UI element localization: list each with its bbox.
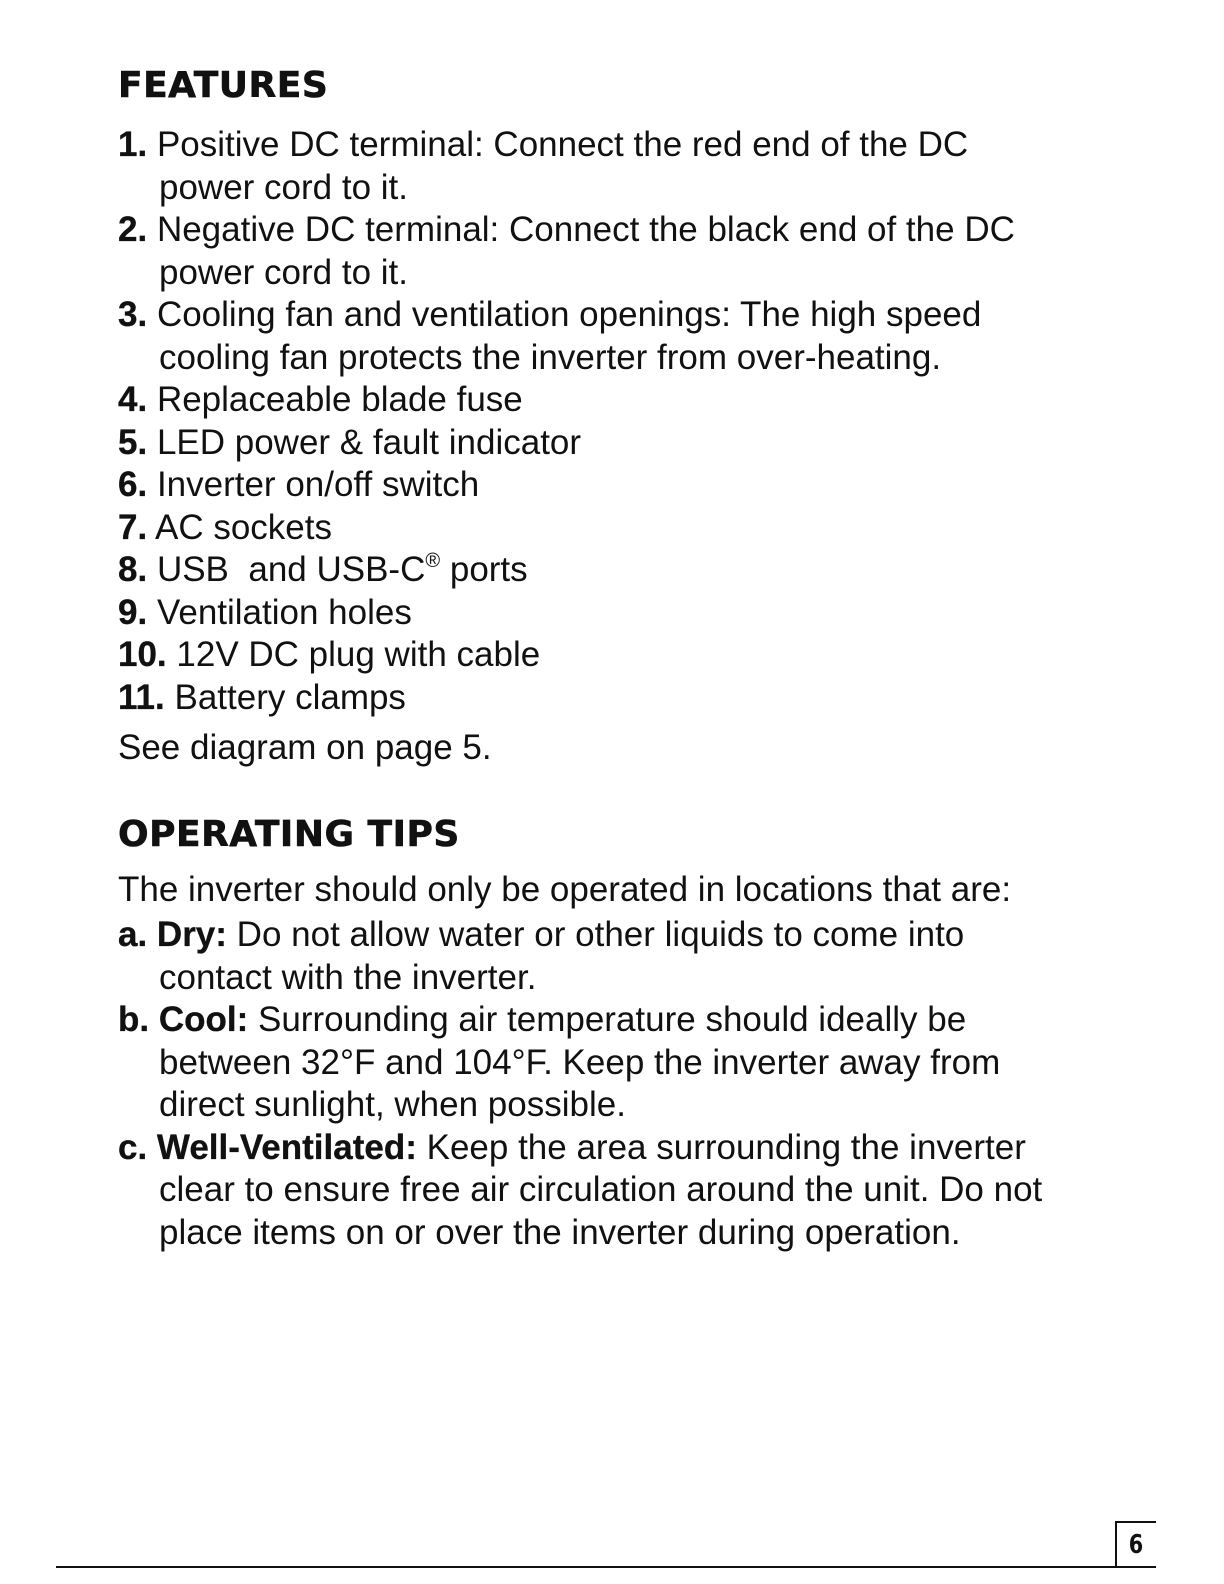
tip-label: c. Well-Ventilated:	[118, 1127, 417, 1167]
feature-text: USB and USB-C	[156, 550, 426, 589]
tip-item	[118, 1127, 1058, 1255]
feature-number: 2.	[118, 210, 148, 249]
feature-number: 9.	[118, 592, 148, 632]
features-heading: FEATURES	[118, 65, 329, 106]
feature-item	[118, 124, 1058, 209]
feature-text: 12V DC plug with cable	[176, 635, 541, 674]
feature-item	[118, 294, 1058, 379]
feature-text: Ventilation holes	[156, 592, 412, 632]
feature-number: 11.	[118, 677, 165, 717]
page-number: 6	[1129, 1530, 1144, 1560]
feature-number: 4.	[118, 380, 148, 419]
operating-tips-intro: The inverter should only be operated in locations that are:	[118, 870, 1012, 909]
feature-item	[118, 507, 1058, 550]
feature-item	[118, 549, 1058, 592]
feature-item	[118, 379, 1058, 422]
feature-text: Cooling fan and ventilation openings: The high speed cooling fan protects the inverter from over-heating.	[156, 295, 982, 377]
see-diagram-note: See diagram on page 5.	[118, 728, 492, 767]
feature-number: 1.	[118, 125, 148, 164]
feature-number: 8.	[118, 550, 148, 589]
tip-text: Do not allow water or other liquids to come into contact with the inverter.	[159, 915, 965, 997]
feature-text: Positive DC terminal: Connect the red end of the DC power cord to it.	[156, 125, 969, 207]
tip-item	[118, 914, 1058, 999]
tip-text: Surrounding air temperature should ideally be between 32°F and 104°F. Keep the inverter away from direct sunlight, when possible.	[159, 1000, 1001, 1124]
feature-text: ports	[440, 550, 528, 589]
feature-number: 7.	[118, 507, 148, 547]
feature-number: 10.	[118, 635, 167, 674]
operating-tips-list	[118, 914, 1058, 1254]
feature-text: Negative DC terminal: Connect the black end of the DC power cord to it.	[156, 210, 1015, 292]
footer-rule	[56, 1566, 1156, 1568]
feature-item	[118, 677, 1058, 720]
feature-text: Replaceable blade fuse	[156, 380, 523, 419]
tip-label: a. Dry:	[118, 915, 227, 954]
feature-number: 3.	[118, 295, 148, 334]
features-list	[118, 124, 1058, 719]
feature-text: Battery clamps	[174, 677, 406, 717]
feature-item	[118, 592, 1058, 635]
registered-mark: ®	[425, 550, 441, 572]
feature-number: 5.	[118, 422, 148, 462]
operating-tips-heading: OPERATING TIPS	[118, 814, 460, 855]
feature-item	[118, 634, 1058, 677]
feature-number: 6.	[118, 465, 148, 504]
tip-text: Keep the area surrounding the inverter clear to ensure free air circulation around the unit. Do not place items on or over the inverter during operation.	[159, 1127, 1043, 1252]
feature-text: AC sockets	[155, 507, 332, 547]
feature-text: LED power & fault indicator	[156, 422, 582, 462]
feature-item	[118, 422, 1058, 465]
document-page	[118, 62, 1058, 1254]
feature-item	[118, 209, 1058, 294]
feature-text: Inverter on/off switch	[156, 465, 480, 504]
tip-label: b. Cool:	[118, 1000, 249, 1039]
page-number-box	[1115, 1521, 1156, 1567]
tip-item	[118, 999, 1058, 1127]
feature-item	[118, 464, 1058, 507]
